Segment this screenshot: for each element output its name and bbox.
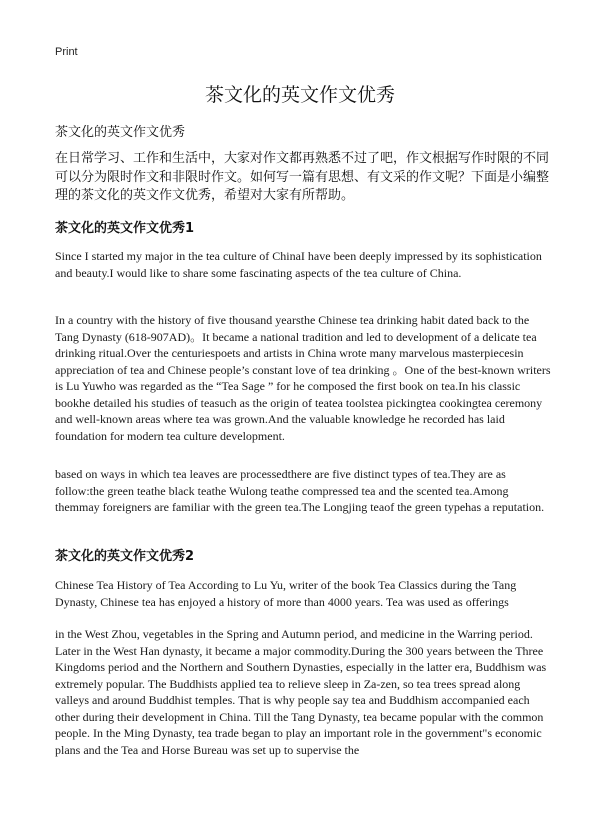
intro-paragraph: 在日常学习、工作和生活中，大家对作文都再熟悉不过了吧，作文根据写作时限的不同可以分为限时作文和非限时作文。如何写一篇有思想、有文采的作文呢？下面是小编整理的茶文化的英文作文优秀，希望对大家有所帮助。: [55, 151, 550, 203]
section-1-paragraph-2: In a country with the history of five thousand yearsthe Chinese tea drinking habit dated back to the Tang Dynasty (618-907AD)。It became a national tradition and led to development of a delicate tea drinking ritual.Over the centuriespoets and artists in China wrote many marvelous masterpiecesin appreciation of tea and Chinese people’s constant love of tea drinking 。One of the best-known writers is Lu Yuwho was regarded as the “Tea Sage ” for he composed the first book on tea.In his classic bookhe detailed his studies of teasuch as the origin of teatea toolstea pickingtea cookingtea ceremony and well-known areas where tea was grown.And the valuable knowledge he recorded has laid foundation for modern tea culture development.: [55, 313, 551, 443]
section-2-paragraph-2: in the West Zhou, vegetables in the Spring and Autumn period, and medicine in the Warring period. Later in the West Han dynasty, it became a major commodity.During the 300 years between the Three Kingdoms period and the Northern and Southern Dynasties, especially in the latter era, Buddhism was extremely popular. The Buddhists applied tea to relieve sleep in Za-zen, so tea trees spread along valleys and around Buddhist temples. That is why people say tea and Buddhism accompanied each other during their development in China. Till the Tang Dynasty, tea became popular with the common people. In the Ming Dynasty, tea trade began to play an important role in the government"s economic plans and the Tea and Horse Bureau was set up to supervise the: [55, 627, 547, 757]
page-title: 茶文化的英文作文优秀: [204, 84, 395, 106]
section-1-paragraph-3: based on ways in which tea leaves are processedthere are five distinct types of tea.They are as follow:the green teathe black teathe Wulong teathe compressed tea and the scented tea.Among themmay foreigners are familiar with the green tea.The Longjing teaof the green typehas a reputation.: [55, 467, 545, 514]
document-subtitle: 茶文化的英文作文优秀: [55, 125, 186, 140]
section-heading-1: 茶文化的英文作文优秀1: [55, 221, 195, 236]
section-heading-2: 茶文化的英文作文优秀2: [55, 549, 195, 564]
section-1-paragraph-1: Since I started my major in the tea culture of ChinaI have been deeply impressed by its sophistication and beauty.I would like to share some fascinating aspects of the tea culture of China.: [55, 249, 542, 280]
section-2-paragraph-1: Chinese Tea History of Tea According to Lu Yu, writer of the book Tea Classics during the Tang Dynasty, Chinese tea has enjoyed a history of more than 4000 years. Tea was used as offerings: [55, 578, 517, 609]
print-label: Print: [55, 46, 78, 58]
